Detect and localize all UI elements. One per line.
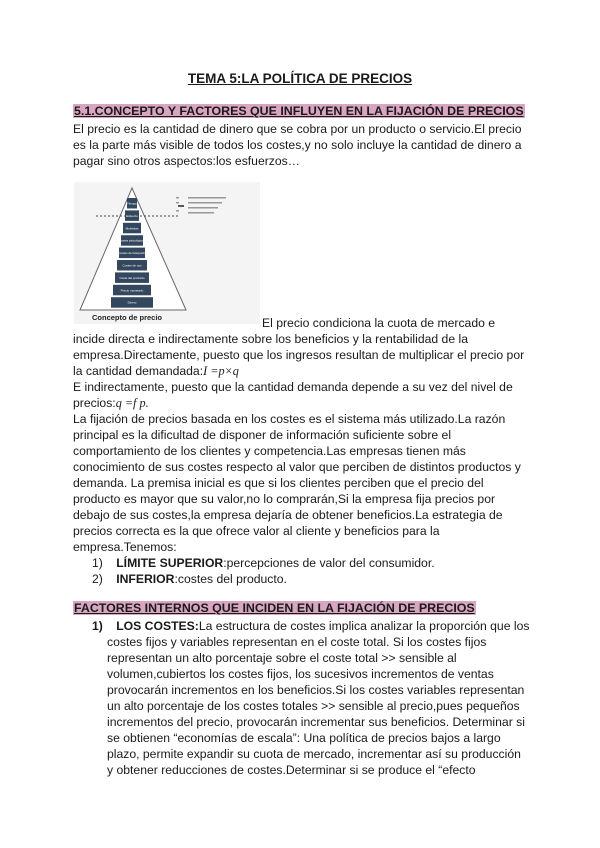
body-line-c7: debajo de sus costes,la empresa dejaría de obtener beneficios.La estrategia de <box>73 508 503 522</box>
body-line-c4: conocimiento de sus costes respecto al valor que perciben de distintos productos y <box>73 460 521 474</box>
list-text: :percepciones de valor del consumidor. <box>223 556 435 570</box>
intro-line-2: es la parte más visible de todos los costes,y no solo incluye la cantidad de dinero a <box>73 138 522 152</box>
pyramid-level-label: Costes de búsqueda <box>118 251 146 256</box>
section1-heading: 5.1.CONCEPTO Y FACTORES QUE INFLUYEN EN LA FIJACIÓN DE PRECIOS <box>74 104 524 118</box>
list-num: 1) <box>92 556 103 570</box>
formula-income: I =p×q <box>203 364 239 378</box>
demand-line <box>73 363 239 379</box>
costs-line-6: incrementos del precio, provocarán incrementar sus beneficios. Determinar si <box>107 715 525 729</box>
list-item-lower <box>92 571 287 587</box>
body-line-c1: La fijación de precios basada en los costes es el sistema más utilizado.La razón <box>73 412 506 426</box>
pyramid-level-label: Coste del producto <box>119 275 145 280</box>
line-after-figure: El precio condiciona la cuota de mercado e <box>262 316 496 330</box>
pyramid-level-label: Precio monetario <box>120 288 144 293</box>
pyramid-level-label: Molestias <box>125 226 139 231</box>
list-label: LÍMITE SUPERIOR <box>116 556 224 570</box>
pyramid-level-label: Tiempo <box>127 201 137 206</box>
body-line-c8: precios correcta es la que ofrece valor al cliente y beneficios para la <box>73 524 440 538</box>
costs-line-3: volumen,cubiertos los costes fijos, los sucesivos incrementos de ventas <box>107 667 494 681</box>
body-line-c6: producto es mayor que su valor,no lo comprarán,Si la empresa fija precios por <box>73 492 496 506</box>
list-text: :costes del producto. <box>174 572 287 586</box>
body-line-c3: comportamiento de los clientes y competencia.Las empresas tienen más <box>73 444 466 458</box>
section2-heading-line <box>73 600 476 616</box>
list-num: 2) <box>92 572 103 586</box>
body-line-a2: empresa.Directamente, puesto que los ingresos resultan de multiplicar el precio por <box>73 348 525 362</box>
costs-num: 1) <box>92 619 103 633</box>
costs-line-4: provocarán incrementos en los beneficios.Si los costes variables representan <box>107 683 525 697</box>
costs-first-line: La estructura de costes implica analizar la proporción que los <box>198 619 530 633</box>
costs-line-7: se obtienen “economías de escala”: Una política de precios bajos a largo <box>107 731 501 745</box>
costs-line-9: y obtener reducciones de costes.Determinar si se produce el “efecto <box>107 763 476 777</box>
price-text: precios: <box>73 396 116 410</box>
list-item-upper <box>92 555 435 571</box>
body-line-c5: demanda. La premisa inicial es que si los clientes perciben que el precio del <box>73 476 484 490</box>
section2-heading: FACTORES INTERNOS QUE INCIDEN EN LA FIJACIÓN DE PRECIOS <box>74 601 475 615</box>
list-label: INFERIOR <box>116 572 175 586</box>
section1-heading-line <box>73 103 525 119</box>
pyramid-diagram <box>74 182 260 324</box>
pyramid-level-label: Dinero <box>127 300 137 305</box>
costs-line-8: plazo, permite expandir su cuota de mercado, incrementar así su producción <box>107 747 521 761</box>
costs-line-1: costes fijos y variables representan en el coste total. Si los costes fijos <box>107 635 487 649</box>
body-line-a1: incide directa e indirectamente sobre los beneficios y la rentabilidad de la <box>73 332 468 346</box>
body-line-c2: principal es la dificultad de disponer de información suficiente sobre el <box>73 428 452 442</box>
pyramid-level-label: Costes de uso <box>122 263 142 268</box>
costs-line-2: representan un alto porcentaje sobre el coste total >> sensible al <box>107 651 457 665</box>
body-line-c9: empresa.Tenemos: <box>73 540 177 554</box>
intro-line-1: El precio es la cantidad de dinero que se cobra por un producto o servicio.El precio <box>73 122 522 136</box>
costs-label: LOS COSTES: <box>116 619 199 633</box>
intro-line-3: pagar sino otros aspectos:los esfuerzos… <box>73 154 300 168</box>
page-title: TEMA 5:LA POLÍTICA DE PRECIOS <box>187 71 413 86</box>
demand-text: la cantidad demandada: <box>73 364 204 378</box>
price-line <box>73 395 149 411</box>
costs-line-5: un alto porcentaje de los costes totales >> sensible al precio,pues pequeños <box>107 699 520 713</box>
formula-demand: q =f p. <box>115 396 149 410</box>
pyramid-level-label: Costes psicológicos <box>118 238 146 243</box>
price-concept-figure <box>74 182 260 324</box>
figure-caption: Concepto de precio <box>92 313 163 322</box>
body-line-b: E indirectamente, puesto que la cantidad demanda depende a su vez del nivel de <box>73 380 513 394</box>
pyramid-level-label: Esfuerzo <box>126 213 138 218</box>
costs-item <box>92 618 529 634</box>
